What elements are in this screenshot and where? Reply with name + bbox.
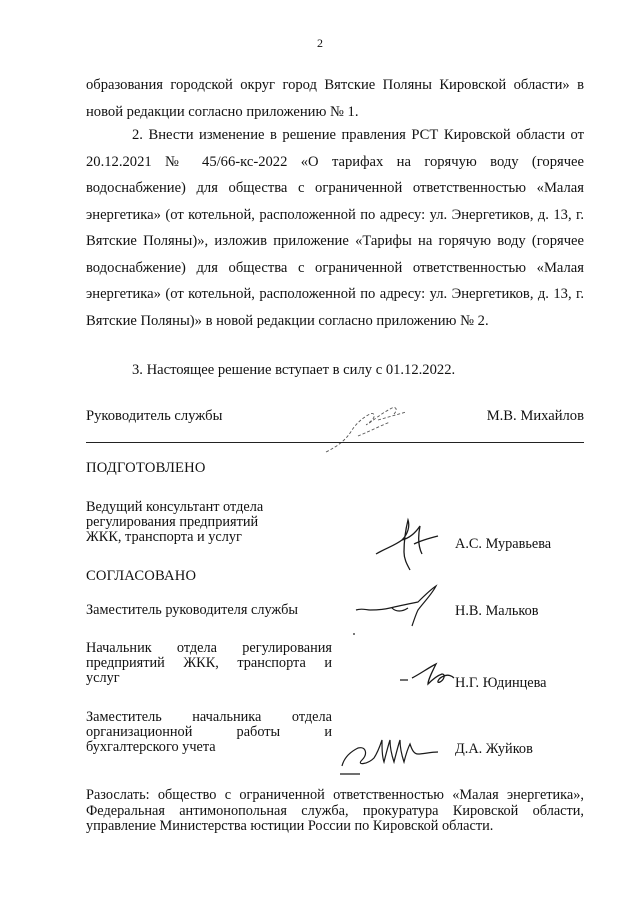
prepared-name: А.С. Муравьева: [455, 536, 552, 552]
prepared-position: [86, 500, 332, 545]
prepared-heading: ПОДГОТОВЛЕНО: [86, 460, 206, 476]
head-name: М.В. Михайлов: [486, 408, 584, 424]
separator-line: [86, 442, 584, 443]
agreed-position-2: [86, 641, 332, 686]
head-signature-image: [318, 400, 428, 460]
position-line: Начальник отдела регулирования: [86, 640, 332, 656]
head-title: Руководитель службы: [86, 408, 223, 424]
agreed-name-3: Д.А. Жуйков: [455, 741, 533, 757]
agreed-name-1: Н.В. Мальков: [455, 603, 539, 619]
prepared-signature-image: [368, 510, 448, 574]
page-number: 2: [317, 36, 323, 50]
agreed-signature-image-2: [398, 656, 458, 696]
agreed-name-2: Н.Г. Юдинцева: [455, 675, 547, 691]
position-line: бухгалтерского учета: [86, 739, 216, 755]
agreed-heading: СОГЛАСОВАНО: [86, 568, 197, 584]
position-line: Заместитель начальника отдела: [86, 709, 332, 725]
agreed-signature-image-3: [338, 718, 448, 778]
position-line: услуг: [86, 670, 120, 686]
position-line: регулирования предприятий: [86, 514, 259, 530]
position-line: Ведущий консультант отдела: [86, 499, 264, 515]
agreed-position-1: [86, 603, 356, 618]
agreed-position-3: [86, 710, 332, 755]
body-paragraph-2: 2. Внести изменение в решение правления РСТ Кировской области от 20.12.2021 № 45/66-кс-2022 «О тарифах на горячую воду (горячее водоснабжение) для общества с ограниченной ответственностью «Малая энергетика» (от котельной, расположенной по адресу: ул. Энергетиков, д. 13, г. Вятские Поляны)», изложив приложение «Тарифы на горячую воду (горячее водоснабжение) для общества с ограниченной ответственностью «Малая энергетика» (от котельной, расположенной по адресу: ул. Энергетиков, д. 13, г. Вятские Поляны)» в новой редакции согласно приложению № 2.: [86, 127, 584, 329]
body-paragraph-3: 3. Настоящее решение вступает в силу с 01.12.2022.: [132, 362, 456, 378]
agreed-signature-image-1: [352, 580, 444, 640]
distribution-list: Разослать: общество с ограниченной ответственностью «Малая энергетика», Федеральная антимонопольная служба, прокуратура Кировской области, управление Министерства юстиции России по Кировской области.: [86, 787, 584, 834]
body-paragraph-1: образования городской округ город Вятские Поляны Кировской области» в новой редакции согласно приложению № 1.: [86, 77, 584, 120]
position-line: предприятий ЖКК, транспорта и: [86, 655, 332, 671]
position-line: Заместитель руководителя службы: [86, 602, 299, 618]
position-line: организационной работы и: [86, 724, 332, 740]
position-line: ЖКК, транспорта и услуг: [86, 529, 242, 545]
